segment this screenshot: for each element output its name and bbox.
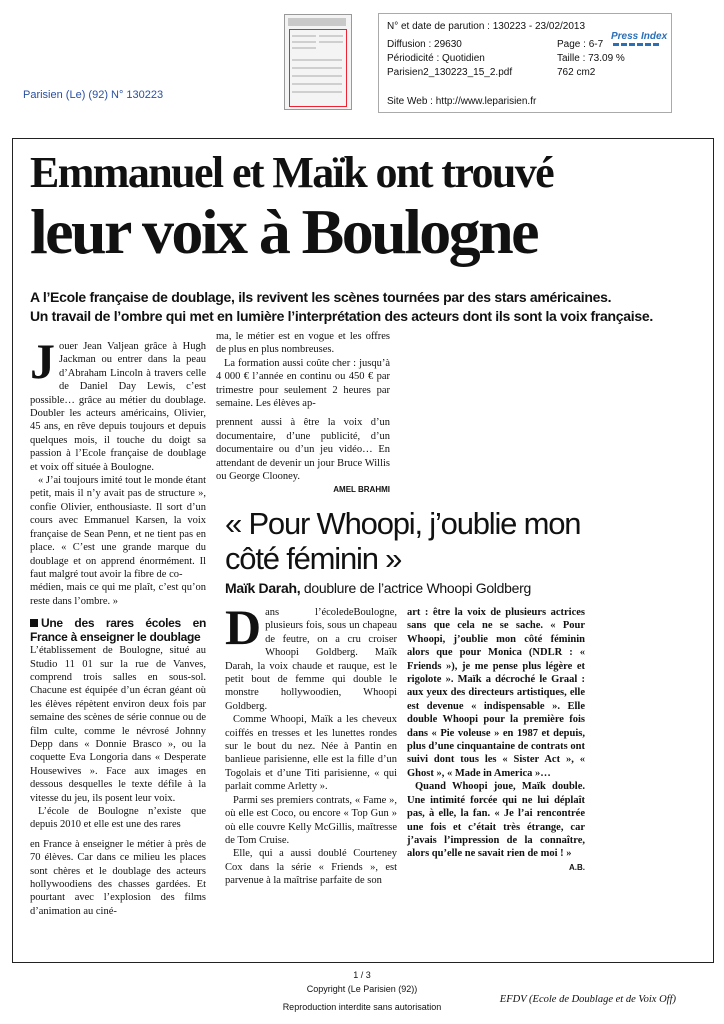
thumbnail-header [288,18,346,26]
drop-cap: J [30,333,55,389]
headline-line-2: leur voix à Boulogne [30,196,537,267]
dek-line-2: Un travail de l’ombre qui met en lumière l’interprétation des acteurs dont ils sont la voix française. [30,308,653,324]
box-right-paragraph-2: Quand Whoopi joue, Maïk double. Une intimité forcée qui ne lui déplaît pas, à elle, la fan. « Je l’ai rencontrée une fois et c’était très étrange, car j’avais l’impression de la connaître, alors qu’elle ne savait rien de moi ! » [407,781,585,860]
byline-author: AMEL BRAHMI [333,485,390,495]
taille-info: Taille : 73.09 % [557,53,625,64]
dek-line-1: A l’Ecole française de doublage, ils revivent les scènes tournées par des stars américaines. [30,289,612,305]
col1-paragraph-1: ouer Jean Valjean grâce à Hugh Jackman ou entrer dans la peau d’Abraham Lincoln à travers celle de Daniel Day Lewis, c’est possible… grâce au métier du doublage. Doubler les acteurs américains, Olivier, 45 ans, en rêve depuis toujours et depuis quelques mois, il touche du doigt sa passion à l’Ecole française de doublage et voix off située à Boulogne. [30,341,206,473]
box-right-paragraph-1: art : être la voix de plusieurs actrices sans que cela ne se sache. « Pour Whoopi, j’oublie mon côté féminin alors que pour Monica (NDLR : « Friends »), je me pense plus légère et rigolote ». Maïk a décroché le Graal : aux yeux des directeurs artistiques, elle est devenue « indispensable ». Elle double Whoopi pour la première fois dans « Pie voleuse » en 1987 et depuis, plus d’une cinquantaine de contrats ont suivi dont tous les « Sister Act », « Ghost », « Made in America »… [407,607,585,779]
box-left-paragraph-3: Parmi ses premiers contrats, « Fame », où elle est Coco, ou encore « Top Gun » où elle couvre Kelly McGillis, maîtresse de Tom Cruise. [225,794,397,846]
col2-paragraph-2: La formation aussi coûte cher : jusqu’à 4 000 € l’année en continu ou 450 € par trimestre pour seulement 2 heures par semaine. Les élèves ap- [216,357,390,410]
page-number: 1 / 3 [353,970,371,980]
box-column-left [225,599,397,888]
box-author: A.B. [569,862,585,872]
box-drop-cap: D [225,599,262,655]
box-title: « Pour Whoopi, j’oublie mon côté féminin » [225,506,581,576]
diffusion-info: Diffusion : 29630 [387,39,462,50]
col1-paragraph-2: « J’ai toujours imité tout le monde étant petit, mais il n’y avait pas de structure », confie Olivier, enthousiaste. Il sort d’un cours avec Emmanuel Karsen, la voix française de Sean Penn, et ne tient pas en place. « C’est une grande marque du doublage et on apprend énormément. Il faut malgré tout avoir la fibre de co- [30,475,206,580]
client-note: EFDV (Ecole de Doublage et de Voix Off) [499,994,676,1005]
box-left-paragraph-1: ans l’écoledeBoulogne, plusieurs fois, sous un chapeau de feutre, on a cru croiser Whoopi Goldberg. Maïk Darah, la voix chaude et rauque, est le petit bout de femme qui double le monstre hollywoodien, Whoopi Goldberg. [225,607,397,712]
col2-paragraph-1: ma, le métier est en vogue et les offres de plus en plus nombreuses. [216,331,390,356]
square-bullet-icon [30,619,38,627]
source-label: Parisien (Le) (92) N° 130223 [23,89,164,101]
box-left-paragraph-4: Elle, qui a aussi doublé Courteney Cox dans la série « Friends », est parvenue à la maîtrise parfaite de son [225,848,397,887]
box-column-right [407,606,585,874]
article-column-1 [30,333,206,918]
page-info: Page : 6-7 [557,39,604,50]
press-index-logo: Press Index [611,31,668,42]
copyright-notice: Copyright (Le Parisien (92)) [306,984,418,994]
box-left-paragraph-2: Comme Whoopi, Maïk a les cheveux coiffés en tresses et les lunettes rondes sur le bout du nez. Née à Pantin en banlieue parisienne, elle est la fille d’un Togolais et d’une Titi parisienne, « qui parlait comme Arletty ». [225,714,397,793]
publication-info-box [378,13,672,113]
file-info: Parisien2_130223_15_2.pdf [387,67,513,78]
col1-paragraph-5: L’école de Boulogne n’existe que depuis 2010 et elle est une des rares [30,806,206,831]
surface-info: 762 cm2 [557,67,596,78]
parution-info: N° et date de parution : 130223 - 23/02/2013 [387,21,586,32]
article-column-2 [216,330,390,497]
col2-paragraph-3: prennent aussi à être la voix d’un documentaire, d’une publicité, d’un documentaire ou d’un jeu vidéo… En attendant de devenir un jour Bruce Willis ou George Clooney. [216,417,390,483]
website-link[interactable]: Site Web : http://www.leparisien.fr [387,96,537,107]
box-subtitle: Maïk Darah, doublure de l’actrice Whoopi Goldberg [225,580,531,596]
periodicite-info: Périodicité : Quotidien [387,53,485,64]
press-index-logo-bar [613,43,659,46]
reproduction-notice: Reproduction interdite sans autorisation [282,1002,442,1012]
col1-paragraph-6: en France à enseigner le métier à près de 70 élèves. Car dans ce milieu les places sont chères et le doublage des acteurs hollywoodiens des chasses gardées. Et pourtant avec l’explosion des films d’animation au ciné- [30,838,206,917]
article-dek [30,288,700,326]
col1-paragraph-3: médien, mais ce qui me plaît, c’est qu’on reste dans l’ombre. » [30,582,206,607]
col1-paragraph-4: L’établissement de Boulogne, situé au Studio 11 01 sur la rue de Vanves, comprend trois salles en sous-sol. Chacune est équipée d’un écran géant où les élèves répètent environ deux fois par semaine des scènes de série connue ou de film culte, comme le névrosé Johnny Depp dans « Donnie Brasco », ou la coquette Eva Longoria dans « Desperate Housewives ». Face aux images en dessous desquelles le texte défile à la vitesse du jeu, ils posent leur voix. [30,645,206,804]
headline-line-1: Emmanuel et Maïk ont trouvé [30,148,554,197]
page-thumbnail[interactable] [284,14,352,110]
subhead: Une des rares écoles en France à enseigner le doublage [30,616,206,645]
